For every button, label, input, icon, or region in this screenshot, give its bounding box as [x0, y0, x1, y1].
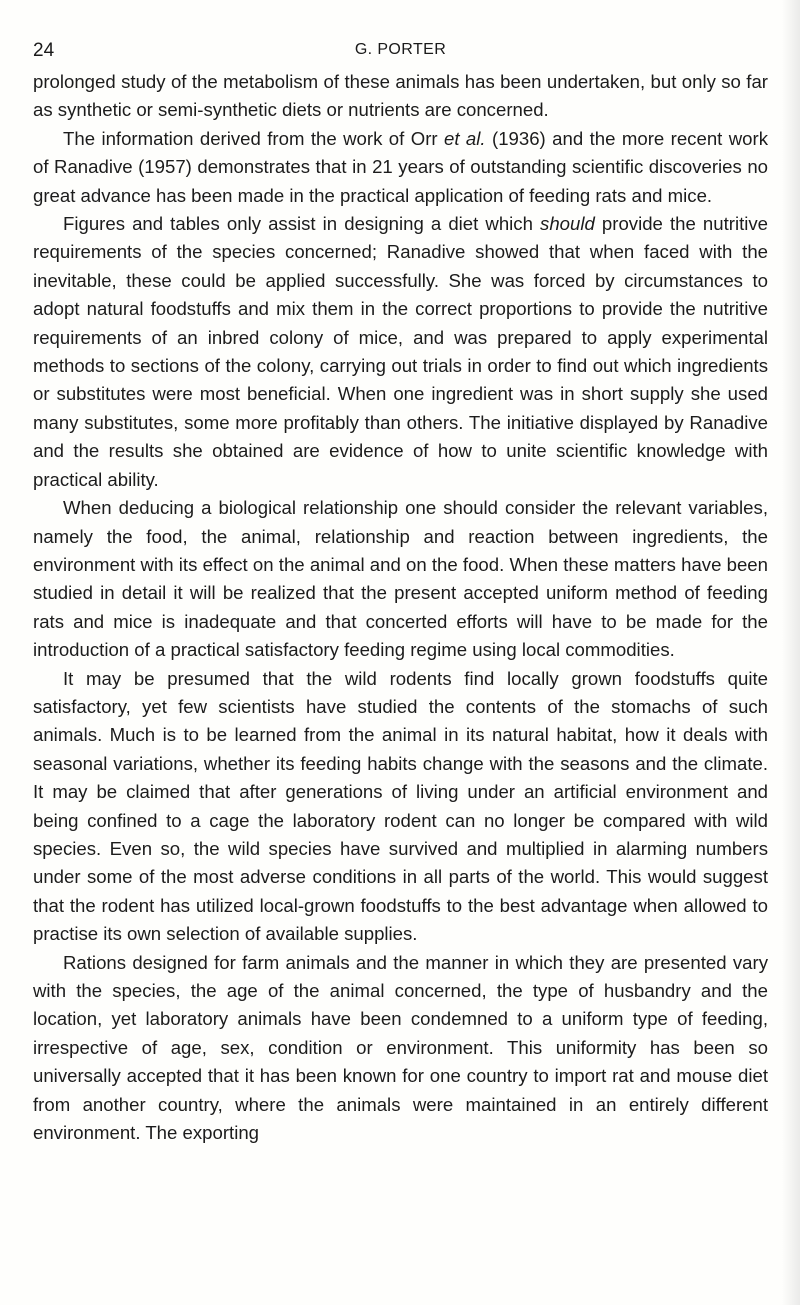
paragraph-text: The information derived from the work of Orr [63, 127, 444, 149]
paragraph-text: (1936) and the more recent work of Ranadive (1957) demonstrates that in 21 years of outstanding scientific discoveries no great advance has been made in the practical application of feeding rats and mice. [33, 127, 769, 206]
body-text [33, 68, 768, 1147]
page-header [33, 40, 768, 64]
paragraph-text: prolonged study of the metabolism of these animals has been undertaken, but only so far as synthetic or semi-synthetic diets or nutrients are concerned. [33, 71, 768, 121]
italic-text: should [540, 213, 595, 235]
paragraph-text: It may be presumed that the wild rodents find locally grown foodstuffs quite satisfactory, yet few scientists have studied the contents of the stomachs of such animals. Much is to be learned from the animal in its natural habitat, how it deals with seasonal variations, whether its feeding habits change with the seasons and the climate. It may be claimed that after generations of living under an artificial environment and being confined to a cage the laboratory rodent can no longer be compared with wild species. Even so, the wild species have survived and multiplied in alarming numbers under some of the most adverse conditions in all parts of the world. This would suggest that the rodent has utilized local-grown foodstuffs to the best advantage when allowed to practise its own selection of available supplies. [33, 667, 768, 945]
paragraph [33, 494, 768, 664]
paragraph [33, 949, 768, 1148]
italic-text: et al. [444, 127, 486, 149]
paragraph-text: When deducing a biological relationship one should consider the relevant variables, namely the food, the animal, relationship and reaction between ingredients, the environment with its effect on the animal and on the food. When these matters have been studied in detail it will be realized that the present accepted uniform method of feeding rats and mice is inadequate and that concerted efforts will have to be made for the introduction of a practical satisfactory feeding regime using local commodities. [33, 497, 768, 661]
paragraph [33, 665, 768, 949]
paragraph-text: Figures and tables only assist in designing a diet which [63, 213, 541, 235]
page-number: 24 [33, 40, 55, 61]
paragraph [33, 125, 768, 210]
page-edge-shadow [782, 0, 800, 1305]
paragraph-text: provide the nutritive requirements of the species concerned; Ranadive showed that when faced with the inevitable, these could be applied successfully. She was forced by circumstances to adopt natural foodstuffs and mix them in the correct proportions to provide the nutritive requirements of an inbred colony of mice, and was prepared to apply experimental methods to sections of the colony, carrying out trials in order to find out which ingredients or substitutes were most beneficial. When one ingredient was in short supply she used many substitutes, some more profitably than others. The initiative displayed by Ranadive and the results she obtained are evidence of how to unite scientific knowledge with practical ability. [33, 213, 769, 490]
paragraph-text: Rations designed for farm animals and the manner in which they are presented vary with the species, the age of the animal concerned, the type of husbandry and the location, yet laboratory animals have been condemned to a uniform type of feeding, irrespective of age, sex, condition or environment. This uniformity has been so universally accepted that it has been known for one country to import rat and mouse diet from another country, where the animals were maintained in an entirely different environment. The exporting [33, 951, 768, 1144]
running-head-author: G. PORTER [354, 41, 447, 58]
paragraph [33, 210, 768, 494]
paragraph [33, 68, 768, 125]
